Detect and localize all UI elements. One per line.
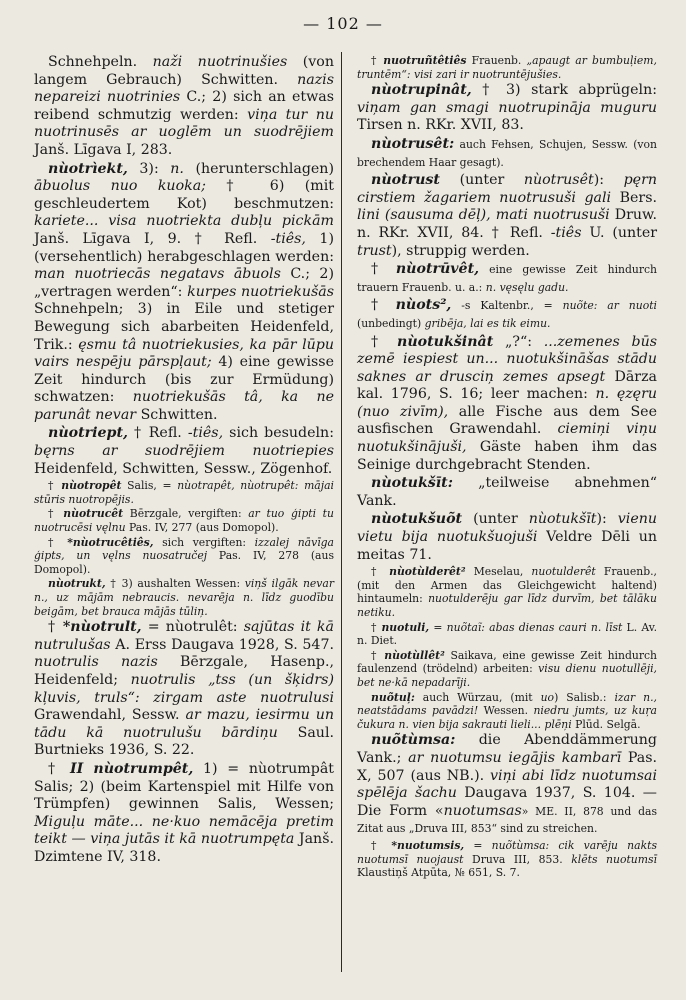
latvian-text: izzalej nāvīga ģipts, un vęlns nuosatručej bbox=[34, 535, 334, 563]
headword: nuõtuļ: bbox=[371, 690, 415, 704]
headword: *nùotrucêtiês, bbox=[67, 535, 154, 549]
gloss-text: 3): bbox=[127, 160, 171, 177]
latvian-text: -tiês, bbox=[270, 230, 306, 247]
gloss-text: Pas. X, 507 (aus NB.). bbox=[357, 749, 658, 784]
gloss-text: Frauenb. bbox=[466, 54, 527, 67]
latvian-text: n. ęzęru (nuo zivīm), bbox=[357, 386, 658, 420]
gloss-text: (unter bbox=[439, 172, 524, 189]
latvian-text: Miguļu māte... ne·kuo nemācēja pretim teikt — viņa jutās it kā nuotrumpęta bbox=[34, 813, 334, 848]
gloss-text: Salis, = bbox=[121, 479, 178, 493]
gloss-text: Gäste haben ihm das Seinige durchgebracht Stenden. bbox=[357, 439, 657, 473]
gloss-text: † bbox=[371, 297, 396, 314]
gloss-text: † bbox=[371, 565, 390, 579]
dictionary-entry bbox=[34, 536, 334, 577]
gloss-text: † bbox=[48, 479, 62, 493]
gloss-text: Saul. Burtnieks 1936, S. 22. bbox=[34, 724, 334, 759]
gloss-text: » ME. II, 878 und das Zitat aus „Druva III, 853“ sind zu streichen. bbox=[357, 804, 657, 836]
headword: nuõtùmsa: bbox=[371, 732, 456, 749]
gloss-text: Janš. Dzimtene IV, 318. bbox=[34, 831, 334, 865]
gloss-text: 1) (versehentlich) herabgeschlagen werden: bbox=[34, 230, 334, 265]
left-column bbox=[34, 54, 334, 868]
gloss-text: sich vergiften: bbox=[153, 535, 255, 549]
latvian-text: ar nuotumsu iegājis kambarī bbox=[408, 749, 622, 766]
gloss-text: Veldre Dēli un meitas 71. bbox=[357, 529, 657, 563]
gloss-text: (unter bbox=[462, 511, 529, 528]
latvian-text: uo bbox=[540, 690, 555, 704]
right-column bbox=[357, 54, 657, 881]
dictionary-entry bbox=[357, 511, 657, 564]
gloss-text: ), struppig werden. bbox=[391, 242, 530, 259]
dictionary-entry bbox=[357, 334, 657, 475]
gloss-text: (unbedingt) bbox=[357, 316, 425, 330]
gloss-text: C.; 2) „vertragen werden“: bbox=[34, 266, 334, 300]
latvian-text: ar tuo ģipti tu nuotrucēsi vęlnu bbox=[34, 507, 334, 535]
headword: nùotùllêt² bbox=[384, 648, 445, 662]
gloss-text: Tirsen n. RKr. XVII, 83. bbox=[357, 117, 524, 134]
latvian-text: lini (sausuma dēļ), mati nuotrusuši bbox=[357, 207, 610, 224]
dictionary-entry bbox=[34, 577, 334, 618]
latvian-text: ęsmu tâ nuotriekusies, ka pār lūpu vairs nespēju pārspļaut; bbox=[34, 336, 334, 371]
latvian-text: nuõte: ar nuoti bbox=[562, 299, 658, 313]
gloss-text: Druva III, 853. bbox=[463, 852, 572, 866]
dictionary-entry bbox=[357, 297, 657, 332]
latvian-text: klēts nuotumsī bbox=[571, 852, 657, 866]
dictionary-entry bbox=[34, 425, 334, 478]
latvian-text: kurpes nuotriekušās bbox=[187, 283, 334, 300]
gloss-text: Plūd. Selgā. bbox=[571, 717, 641, 731]
gloss-text: Bērzgale, Hasenp., Heidenfeld; bbox=[34, 654, 334, 688]
gloss-text: A. Erss Daugava 1928, S. 547. bbox=[110, 636, 334, 653]
headword: nuotruñtêtiês bbox=[383, 54, 467, 67]
gloss-text: ): bbox=[593, 172, 624, 189]
latvian-text: nùotukšīt bbox=[528, 511, 597, 528]
latvian-text: bęrns ar suodrējiem nuotriepies bbox=[34, 443, 334, 460]
latvian-text: viņa tur nu nuotrinusēs ar uoglēm un suodrējiem bbox=[34, 106, 334, 141]
gloss-text: † 6) (mit geschleudertem Kot) beschmutzen: bbox=[34, 178, 335, 212]
latvian-text: nuotulderēju gar līdz durvīm, bet tālāku netiku. bbox=[357, 592, 657, 619]
gloss-text: Janš. Līgava I, 283. bbox=[34, 141, 173, 158]
dictionary-entry bbox=[34, 507, 334, 534]
gloss-text: = bbox=[429, 620, 447, 634]
dictionary-entry bbox=[357, 691, 657, 732]
gloss-text: Grawendahl, Sessw. bbox=[34, 707, 186, 724]
headword: nùotrusêt: bbox=[371, 135, 455, 152]
dictionary-entry bbox=[34, 161, 334, 425]
latvian-text: niedru jumts, uz kuŗa čukura n. vien bija sakrauti lieli... plēņi bbox=[357, 704, 657, 731]
latvian-text: ar mazu, iesirmu un tādu kā nuotrulušu bārdiņu bbox=[34, 707, 334, 741]
latvian-text: vienu vietu bija nuotukšuojuši bbox=[357, 511, 657, 546]
gloss-text: Heidenfeld, Schwitten, Sessw., Zögenhof. bbox=[34, 460, 333, 477]
latvian-text: nuotumsas bbox=[443, 802, 522, 819]
dictionary-entry bbox=[34, 479, 334, 506]
gloss-text: auch Fehsen, Schujen, Sessw. (von brechendem Haar gesagt). bbox=[357, 137, 657, 169]
gloss-text: L. Av. n. Diet. bbox=[357, 620, 658, 648]
gloss-text: † bbox=[371, 333, 398, 350]
latvian-text: nazis nepareizi nuotrinies bbox=[34, 71, 334, 106]
latvian-text: nùotrapêt, nùotrupêt: mājai stūris nuotropējis. bbox=[34, 479, 334, 506]
headword: nùotrucêt bbox=[63, 507, 124, 521]
gloss-text: Bērzgale, vergiften: bbox=[123, 507, 249, 521]
gloss-text: -s Kaltenbr., = bbox=[451, 299, 563, 313]
latvian-text: pęrn cirstiem žagariem nuotrusuši gali bbox=[357, 172, 657, 206]
latvian-text: izar n., neatstādams pavādzi! bbox=[357, 690, 657, 718]
latvian-text: ābuolus nuo kuoka; bbox=[34, 178, 206, 195]
latvian-text: man nuotriecās negatavs ābuols bbox=[34, 266, 281, 283]
latvian-text: trust bbox=[357, 242, 392, 259]
gloss-text: ): bbox=[596, 511, 618, 528]
gloss-text: 1) = nùotrumpât Salis; 2) (beim Kartenspiel mit Hilfe von Trümpfen) gewinnen Salis, Wessen; bbox=[34, 760, 334, 813]
gloss-text: Frauenb., (mit den Armen das Gleichgewicht haltend) hintaumeln: bbox=[357, 565, 657, 606]
gloss-text: † bbox=[48, 619, 63, 636]
headword: nuotuli, bbox=[381, 620, 430, 634]
gloss-text: Schnehpeln. bbox=[48, 54, 153, 70]
gloss-text: Pas. IV, 278 (aus Domopol). bbox=[34, 549, 334, 576]
dictionary-entry bbox=[357, 136, 657, 171]
headword: nùotrust bbox=[371, 172, 440, 189]
gloss-text: die Abenddämmerung Vank.; bbox=[357, 732, 657, 766]
dictionary-entry bbox=[34, 619, 334, 760]
latvian-text: nuotrulis „tss (un šķidrs) kļuvis, truls“: zirgam aste nuotrulusi bbox=[34, 671, 335, 706]
latvian-text: ...zemenes būs zemē iespiest un... nuotukšināšas stādu saknes ar drusciņ zemes apsegt bbox=[357, 333, 657, 385]
dictionary-entry bbox=[357, 649, 657, 690]
gloss-text: (von langem Gebrauch) Schwitten. bbox=[34, 54, 334, 88]
page-number: — 102 — bbox=[303, 14, 383, 33]
latvian-text: nùotrusêt bbox=[523, 172, 594, 189]
gloss-text: † 3) stark abprügeln: bbox=[471, 82, 657, 99]
gloss-text: Druw. n. RKr. XVII, 84. † Refl. bbox=[357, 207, 657, 241]
headword: nùotrupinât, bbox=[371, 82, 472, 99]
gloss-text: Wessen. bbox=[478, 704, 534, 718]
gloss-text: „?“: bbox=[493, 333, 544, 350]
dictionary-entry bbox=[357, 475, 657, 510]
dictionary-entry bbox=[34, 54, 334, 160]
gloss-text: † bbox=[48, 535, 68, 549]
latvian-text: „apaugt ar bumbuļiem, truntēm“: visi zari ir nuotruntējušies. bbox=[357, 54, 657, 81]
gloss-text: 4) eine gewisse Zeit hindurch (bis zur Ermüdung) schwatzen: bbox=[34, 354, 334, 406]
latvian-text: n. bbox=[170, 160, 184, 177]
headword: nùotropêt bbox=[61, 479, 122, 493]
latvian-text: kariete... visa nuotriekta dubļu pickām bbox=[34, 213, 334, 230]
gloss-text: „teilweise abnehmen“ Vank. bbox=[357, 475, 657, 509]
gloss-text: (herunterschlagen) bbox=[183, 160, 334, 177]
latvian-text: -tiês bbox=[550, 224, 582, 241]
latvian-text: nuotulderêt bbox=[531, 565, 596, 579]
headword: nùotùlderêt² bbox=[389, 565, 466, 579]
dictionary-entry bbox=[357, 54, 657, 81]
latvian-text: viņam gan smagi nuotrupināja muguru bbox=[357, 99, 657, 116]
dictionary-entry bbox=[357, 172, 657, 260]
gloss-text: C.; 2) sich an etwas reibend schmutzig werden: bbox=[34, 89, 334, 123]
latvian-text: gribēja, lai es tik eimu. bbox=[424, 316, 551, 330]
latvian-text: viņš ilgāk nevar n., uz mājām nebraucis. nevarēja n. līdz guodību beigām, bet brauca mājās tūliņ. bbox=[34, 577, 334, 618]
latvian-text: nuõtaĩ: abas dienas cauri n. līst bbox=[446, 620, 623, 634]
gloss-text: † bbox=[371, 54, 384, 67]
headword: *nuotumsis, bbox=[391, 838, 465, 852]
gloss-text: Pas. IV, 277 (aus Domopol). bbox=[125, 521, 279, 535]
gloss-text: = bbox=[464, 838, 492, 852]
gloss-text: † bbox=[371, 620, 382, 634]
latvian-text: visu dienu nuotullēji, bet ne·kā nepadarīji. bbox=[357, 662, 657, 689]
latvian-text: -tiês, bbox=[187, 425, 224, 442]
dictionary-entry bbox=[357, 839, 657, 880]
headword: II nùotrumpêt, bbox=[70, 760, 194, 777]
dictionary-entry bbox=[357, 261, 657, 296]
dictionary-entry bbox=[357, 621, 657, 648]
gloss-text: sich besudeln: bbox=[223, 425, 334, 442]
gloss-text: Meselau, bbox=[465, 565, 532, 579]
headword: nùots², bbox=[395, 297, 452, 314]
headword: *nùotrult, bbox=[62, 619, 142, 636]
headword: nùotriept, bbox=[48, 425, 128, 442]
gloss-text: ) Salisb.: bbox=[554, 690, 615, 704]
gloss-text: † bbox=[48, 507, 64, 521]
headword: nùotrukt, bbox=[48, 577, 106, 591]
gloss-text: Schnehpeln; 3) in Eile und stetiger Bewegung sich abarbeiten Heidenfeld, Trik.: bbox=[34, 301, 334, 353]
gloss-text: † bbox=[371, 838, 392, 852]
latvian-text: nuõtùmsa: cik varēju nakts nuotumsī nuojaust bbox=[357, 838, 657, 866]
headword: nùotrìekt, bbox=[48, 160, 128, 177]
gloss-text: Bers. bbox=[611, 189, 657, 206]
gloss-text: † Refl. bbox=[127, 425, 188, 442]
latvian-text: viņi abi līdz nuotumsai spēlēja šachu bbox=[357, 767, 657, 802]
gloss-text: = nùotrulêt: bbox=[141, 619, 244, 636]
gloss-text: Janš. Līgava I, 9. † Refl. bbox=[34, 230, 271, 247]
latvian-text: ciemiņi viņu nuotukšinājuši, bbox=[357, 421, 657, 456]
gloss-text: Saikava, eine gewisse Zeit hindurch faulenzend (trödelnd) arbeiten: bbox=[357, 648, 657, 676]
latvian-text: naži nuotrinušies bbox=[152, 54, 288, 70]
latvian-text: sajūtas it kā nutrulušas bbox=[34, 619, 334, 653]
latvian-text: n. vęsęlu gadu. bbox=[485, 280, 569, 294]
gloss-text: † 3) aushalten Wessen: bbox=[105, 577, 245, 591]
column-divider bbox=[341, 52, 342, 972]
gloss-text: Klaustiņš Atpūta, № 651, S. 7. bbox=[357, 866, 520, 880]
gloss-text: † bbox=[48, 760, 70, 777]
gloss-text: † bbox=[371, 261, 396, 278]
headword: nùotrūvêt, bbox=[395, 261, 480, 278]
dictionary-entry bbox=[34, 761, 334, 867]
gloss-text: eine gewisse Zeit hindurch trauern Frauenb. u. a.: bbox=[357, 263, 658, 294]
latvian-text: nuotrulis nazis bbox=[34, 654, 158, 671]
gloss-text: alle Fische aus dem See ausfischen Grawendahl. bbox=[357, 403, 657, 438]
latvian-text: nuotriekušās tâ, ka ne parunât nevar bbox=[34, 389, 334, 423]
headword: nùotukšuõt bbox=[371, 511, 463, 528]
dictionary-entry bbox=[357, 732, 657, 838]
gloss-text: Dārza kal. 1796, S. 16; leer machen: bbox=[357, 368, 657, 403]
headword: nùotukšinât bbox=[397, 333, 494, 350]
gloss-text: Daugava 1937, S. 104. — Die Form « bbox=[357, 785, 657, 819]
dictionary-entry bbox=[357, 82, 657, 135]
gloss-text: U. (unter bbox=[581, 224, 658, 241]
gloss-text: Schwitten. bbox=[136, 406, 218, 423]
dictionary-entry bbox=[357, 565, 657, 619]
gloss-text: † bbox=[371, 648, 385, 662]
headword: nùotukšīt: bbox=[371, 475, 453, 492]
gloss-text: auch Würzau, (mit bbox=[414, 690, 541, 704]
